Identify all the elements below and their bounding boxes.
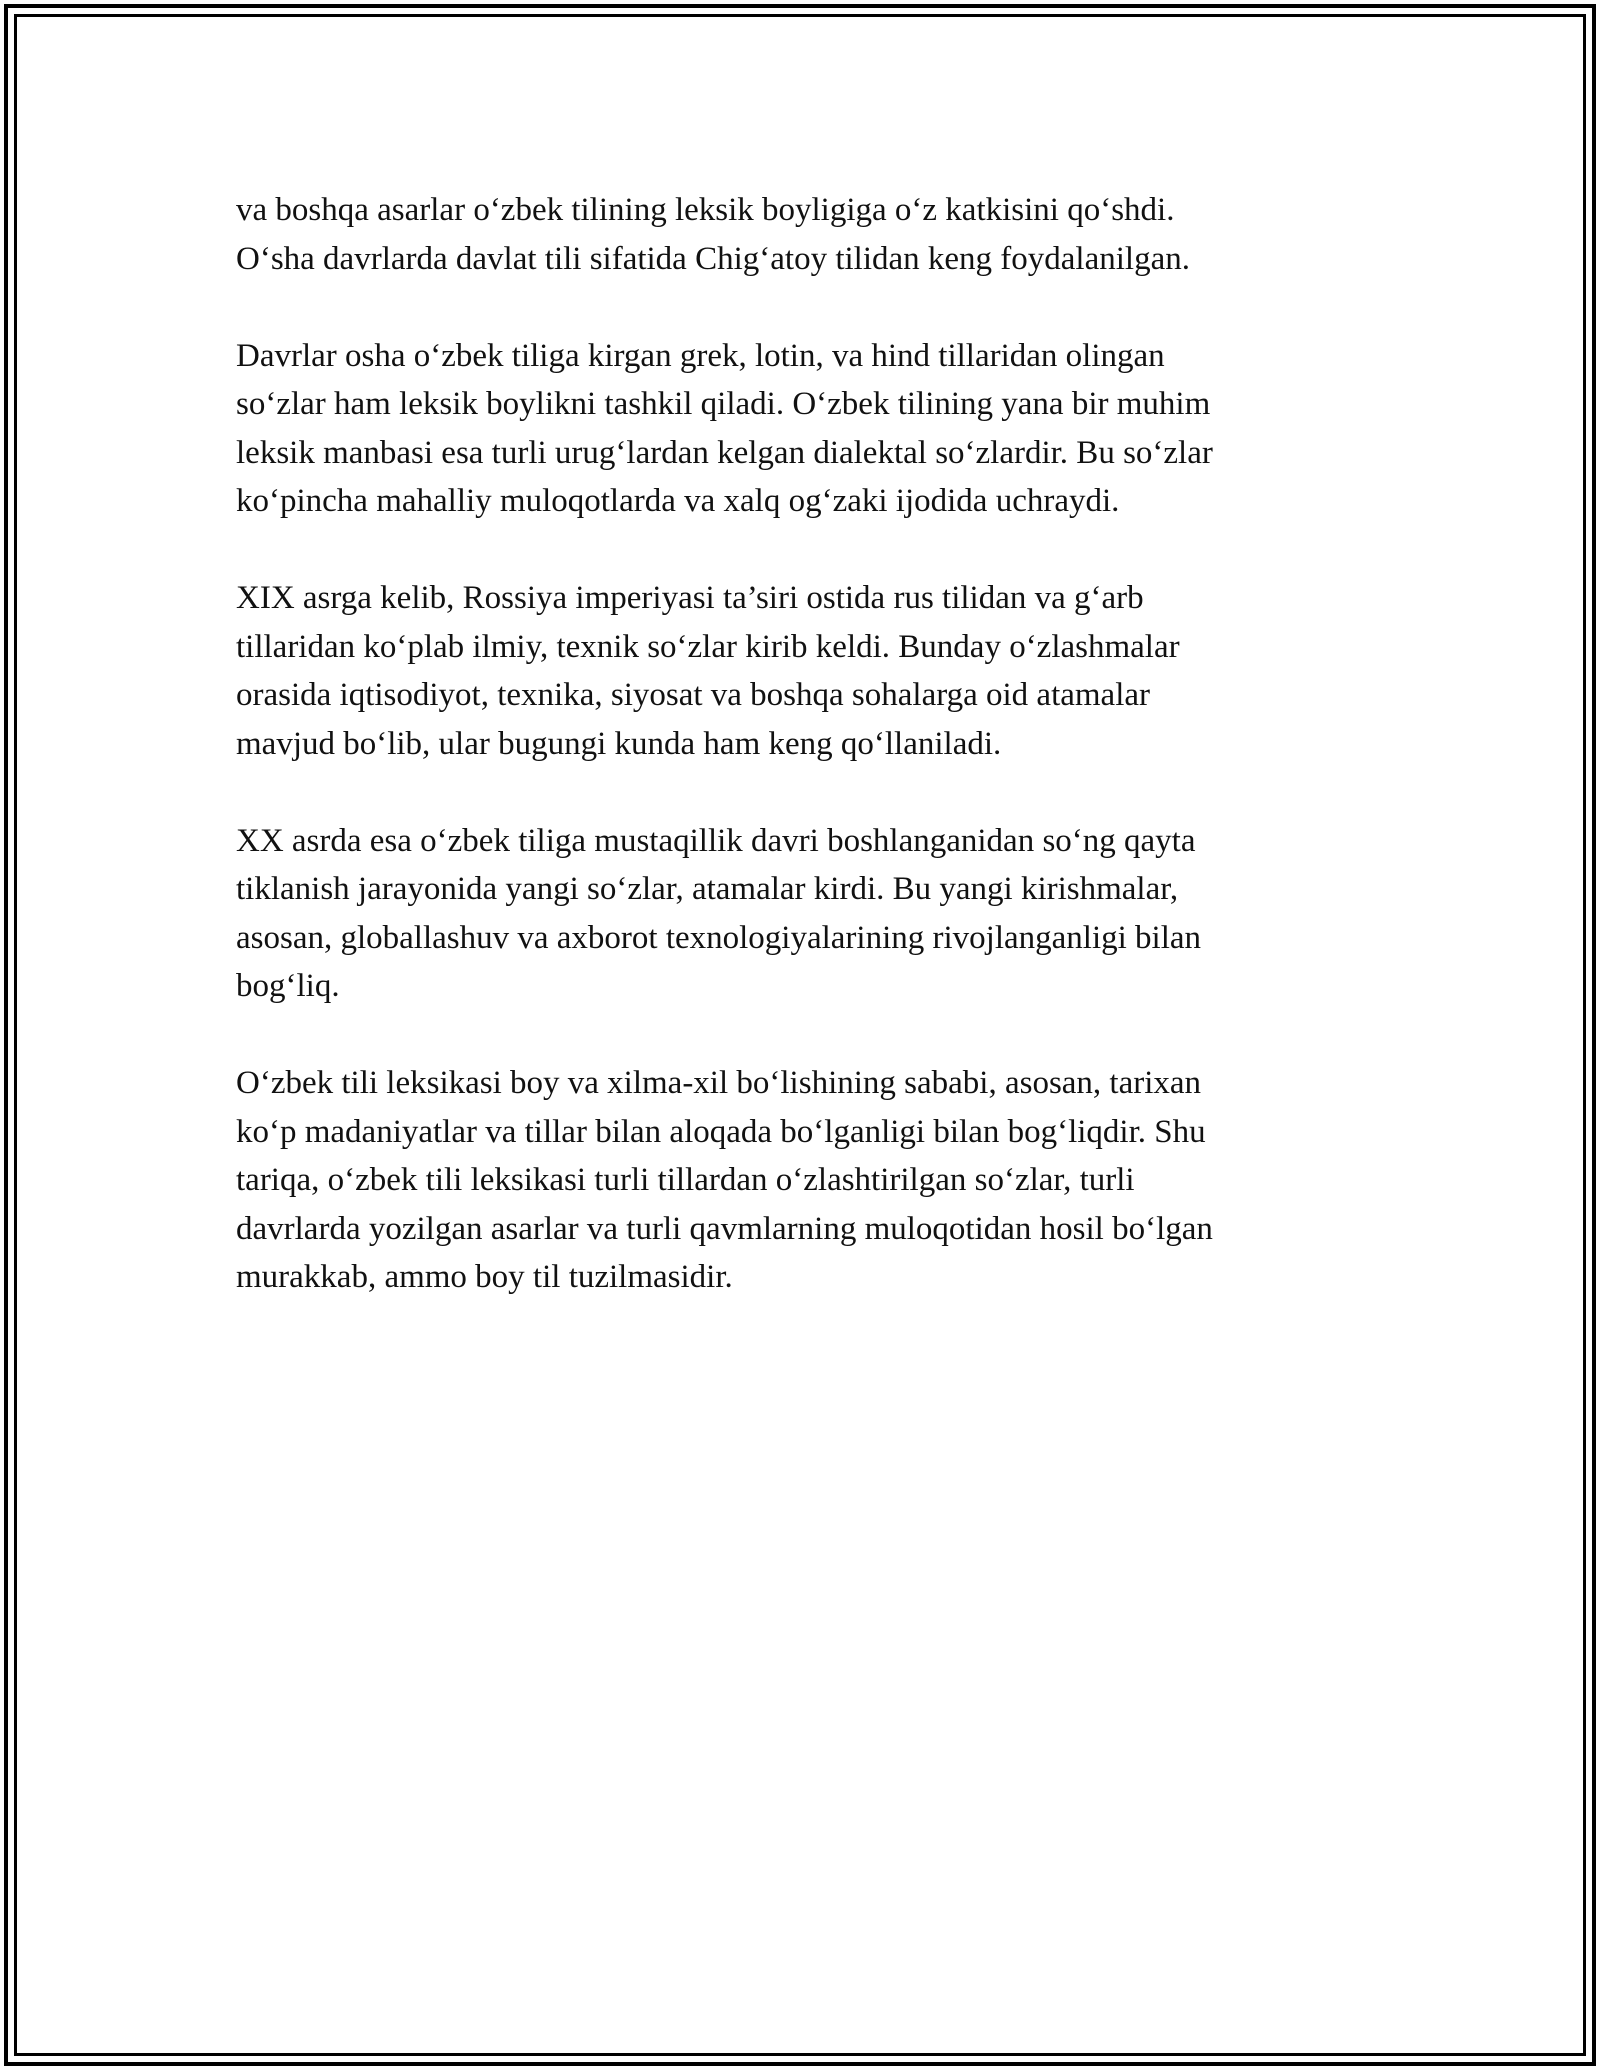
paragraph-5: Oʻzbek tili leksikasi boy va xilma-xil boʻlishining sababi, asosan, tarixan koʻp madaniyatlar va tillar bilan aloqada boʻlganligi bilan bogʻliqdir. Shu tariqa, oʻzbek tili leksikasi turli tillardan oʻzlashtirilgan soʻzlar, turli davrlarda yozilgan asarlar va turli qavmlarning muloqotidan hosil boʻlgan murakkab, ammo boy til tuzilmasidir. xyxy=(236,1065,1213,1295)
paragraph-4: XX asrda esa oʻzbek tiliga mustaqillik davri boshlanganidan soʻng qayta tiklanish jarayonida yangi soʻzlar, atamalar kirdi. Bu yangi kirishmalar, asosan, globallashuv va axborot texnologiyalarining rivojlanganligi bilan bogʻliq. xyxy=(236,822,1202,1004)
paragraph-3: XIX asrga kelib, Rossiya imperiyasi ta’siri ostida rus tilidan va gʻarb tillaridan koʻplab ilmiy, texnik soʻzlar kirib keldi. Bunday oʻzlashmalar orasida iqtisodiyot, texnika, siyosat va boshqa sohalarga oid atamalar mavjud boʻlib, ular bugungi kunda ham keng qoʻllaniladi. xyxy=(236,580,1180,762)
document-body xyxy=(236,186,1366,1302)
paragraph-2: Davrlar osha oʻzbek tiliga kirgan grek, lotin, va hind tillaridan olingan soʻzlar ham leksik boylikni tashkil qiladi. Oʻzbek tilining yana bir muhim leksik manbasi esa turli urugʻlardan kelgan dialektal soʻzlardir. Bu soʻzlar koʻpincha mahalliy muloqotlarda va xalq ogʻzaki ijodida uchraydi. xyxy=(236,337,1213,519)
paragraph-1: va boshqa asarlar oʻzbek tilining leksik boyligiga oʻz katkisini qoʻshdi. Oʻsha davrlarda davlat tili sifatida Chigʻatoy tilidan keng foydalanilgan. xyxy=(236,192,1190,277)
